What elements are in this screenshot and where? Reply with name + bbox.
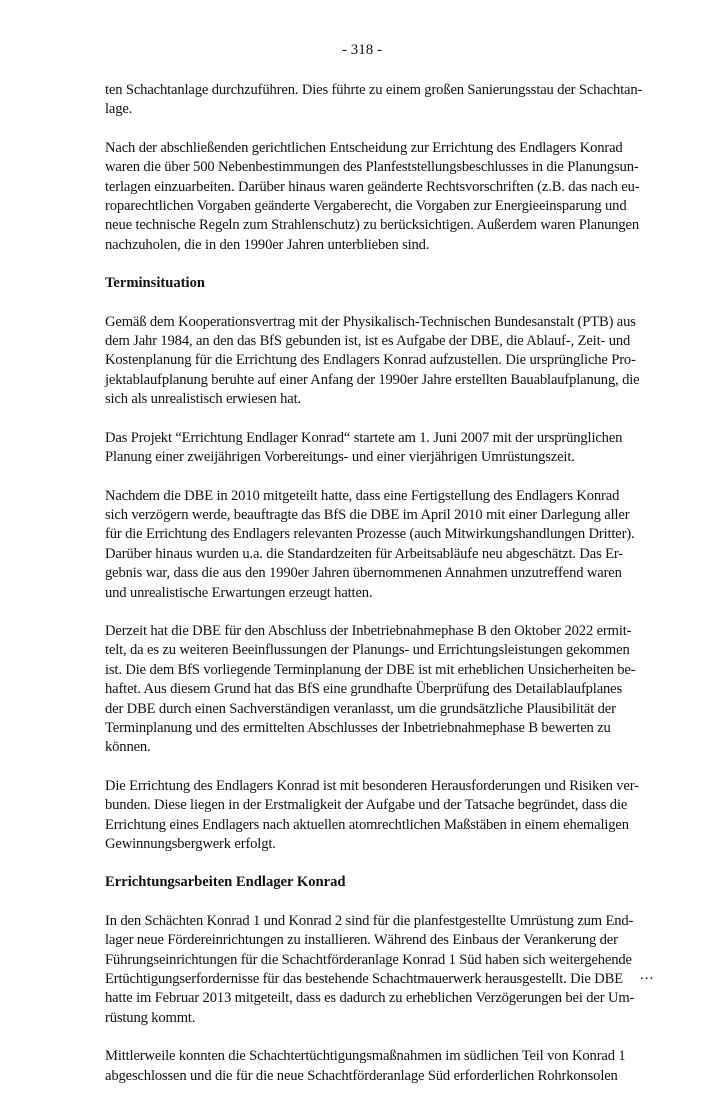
- text-line: Kostenplanung für die Errichtung des Endlagers Konrad aufzustellen. Die ursprüngliche Pro-: [105, 352, 636, 369]
- document-body: [105, 81, 665, 1105]
- page-number: - 318 -: [342, 42, 382, 58]
- text-line: rüstung kommt.: [105, 1009, 196, 1026]
- text-line: waren die über 500 Nebenbestimmungen des Planfeststellungsbeschlusses in die Planungsun-: [105, 159, 639, 176]
- text-line: Führungseinrichtungen für die Schachtförderanlage Konrad 1 Süd haben sich weitergehende: [105, 951, 632, 968]
- text-line: gebnis war, dass die aus den 1990er Jahren übernommenen Annahmen unzutreffend waren: [105, 565, 622, 582]
- text-line: für die Errichtung des Endlagers relevanten Prozesse (auch Mitwirkungshandlungen Dritter).: [105, 526, 635, 543]
- paragraph-verzoegerung-2010: [105, 487, 665, 603]
- text-line: roparechtlichen Vorgaben geänderte Vergaberecht, die Vorgaben zur Energieeinsparung und: [105, 198, 627, 215]
- text-line: Gemäß dem Kooperationsvertrag mit der Physikalisch-Technischen Bundesanstalt (PTB) aus: [105, 313, 636, 330]
- paragraph-sanierungsstau: [105, 81, 665, 120]
- paragraph-kooperationsvertrag: [105, 313, 665, 410]
- text-line: Gewinnungsbergwerk erfolgt.: [105, 836, 276, 852]
- text-line: lage.: [105, 101, 133, 118]
- text-line: dem Jahr 1984, an den das BfS gebunden ist, ist es Aufgabe der DBE, die Ablauf-, Zeit- und: [105, 333, 631, 350]
- text-line: Planung einer zweijährigen Vorbereitungs- und einer vierjährigen Umrüstungszeit.: [105, 449, 575, 466]
- text-line: neue technische Regeln zum Strahlenschutz) zu berücksichtigen. Außerdem waren Planungen: [105, 217, 640, 234]
- text-line: Mittlerweile konnten die Schachtertüchtigungsmaßnahmen im südlichen Teil von Konrad 1: [105, 1048, 626, 1065]
- text-line: telt, da es zu weiteren Beeinflussungen der Planungs- und Errichtungsleistungen gekommen: [105, 642, 630, 659]
- text-line: Terminplanung und des ermittelten Abschlusses der Inbetriebnahmephase B bewerten zu: [105, 719, 611, 736]
- text-line: Ertüchtigungserfordernisse für das bestehende Schachtmauerwerk herausgestellt. Die DBE: [105, 971, 623, 988]
- text-line: Derzeit hat die DBE für den Abschluss der Inbetriebnahmephase B den Oktober 2022 ermit-: [105, 622, 632, 639]
- text-line: Die Errichtung des Endlagers Konrad ist mit besonderen Herausforderungen und Risiken ver-: [105, 777, 639, 794]
- text-line: der DBE durch einen Sachverständigen veranlasst, um die grundsätzliche Plausibilität der: [105, 700, 616, 717]
- paragraph-herausforderungen: [105, 777, 665, 855]
- text-line: und unrealistische Erwartungen erzeugt hatten.: [105, 584, 373, 601]
- text-line: sich als unrealistisch erwiesen hat.: [105, 391, 302, 408]
- text-line: abgeschlossen und die für die neue Schachtförderanlage Süd erforderlichen Rohrkonsolen: [105, 1067, 618, 1084]
- text-line: nachzuholen, die in den 1990er Jahren unterblieben sind.: [105, 236, 430, 253]
- text-line: Errichtung eines Endlagers nach aktuellen atomrechtlichen Maßstäben in einem ehemaligen: [105, 816, 629, 833]
- text-line: können.: [105, 739, 151, 756]
- paragraph-schaechte: [105, 912, 665, 1028]
- text-line: In den Schächten Konrad 1 und Konrad 2 sind für die planfestgestellte Umrüstung zum End-: [105, 912, 634, 929]
- text-line: ist. Die dem BfS vorliegende Terminplanung der DBE ist mit erheblichen Unsicherheiten be-: [105, 661, 636, 678]
- section-heading-errichtungsarbeiten: Errichtungsarbeiten Endlager Konrad: [105, 874, 346, 891]
- paragraph-inbetriebnahmephase: [105, 622, 665, 758]
- text-line: Nachdem die DBE in 2010 mitgeteilt hatte, dass eine Fertigstellung des Endlagers Konrad: [105, 487, 620, 504]
- text-line: Nach der abschließenden gerichtlichen Entscheidung zur Errichtung des Endlagers Konrad: [105, 139, 623, 156]
- text-line: haftet. Aus diesem Grund hat das BfS eine grundhafte Überprüfung des Detailablaufplanes: [105, 681, 623, 698]
- paragraph-projektstart: [105, 429, 665, 468]
- text-line: jektablaufplanung beruhte auf einer Anfang der 1990er Jahre erstellten Bauablaufplanung, die: [105, 371, 640, 388]
- text-line: Darüber hinaus wurden u.a. die Standardzeiten für Arbeitsabläufe neu abgeschätzt. Das Er-: [105, 545, 624, 562]
- paragraph-schachtertuechtigung: [105, 1047, 665, 1086]
- text-line: bunden. Diese liegen in der Erstmaligkeit der Aufgabe und der Tatsache begründet, dass die: [105, 797, 628, 814]
- text-line: hatte im Februar 2013 mitgeteilt, dass es dadurch zu erheblichen Verzögerungen bei der Um-: [105, 990, 635, 1007]
- section-heading-terminsituation: Terminsituation: [105, 275, 206, 292]
- text-line: lager neue Fördereinrichtungen zu installieren. Während des Einbaus der Verankerung der: [105, 932, 618, 949]
- paragraph-nebenbestimmungen: [105, 139, 665, 255]
- text-line: sich verzögern werde, beauftragte das BfS die DBE im April 2010 mit einer Darlegung aller: [105, 506, 630, 523]
- continuation-ellipsis: ...: [640, 967, 655, 983]
- text-line: ten Schachtanlage durchzuführen. Dies führte zu einem großen Sanierungsstau der Schachtan-: [105, 82, 643, 98]
- text-line: Das Projekt “Errichtung Endlager Konrad“ startete am 1. Juni 2007 mit der ursprünglichen: [105, 429, 623, 446]
- text-line: terlagen einzuarbeiten. Darüber hinaus waren geänderte Rechtsvorschriften (z.B. das nach eu-: [105, 178, 640, 195]
